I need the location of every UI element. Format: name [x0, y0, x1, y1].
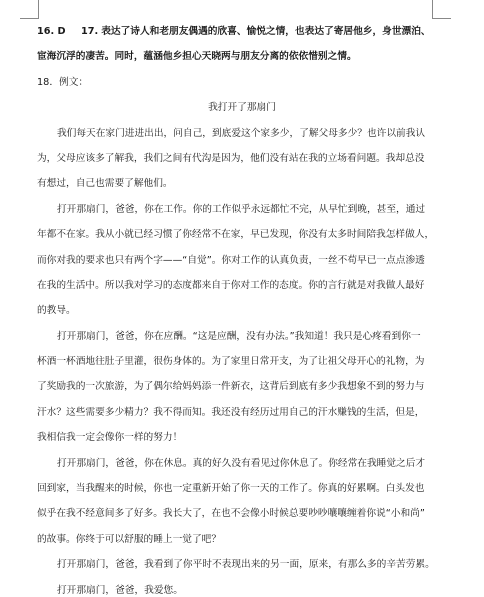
essay-p2-line: 的教导。 — [37, 305, 76, 317]
essay-p3-line: 了奖励我的一次旅游，为了偶尔给妈妈添一件新衣，这背后到底有多少我想象不到的努力与 — [37, 381, 425, 393]
document-body — [37, 26, 447, 597]
essay-p1-line: 为，父母应该多了解我，我们之间有代沟是因为，他们没有站在我的立场看问题。我却总没 — [37, 152, 425, 164]
essay-p4-line: 回到家，当我醒来的时候，你也一定重新开始了你一天的工作了。你真的好累啊。白头发也 — [37, 483, 425, 495]
essay-p1-line: 我们每天在家门进进出出，问自己，到底爱这个家多少，了解父母多少？也许以前我认 — [57, 127, 426, 139]
essay-p3-line: 杯酒一杯酒地往肚子里灌，很伤身体的。为了家里日常开支，为了让祖父母开心的礼物，为 — [37, 356, 425, 368]
essay-p3-line: 我相信我一定会像你一样的努力！ — [37, 432, 183, 444]
essay-p4-line: 打开那扇门，爸爸，你在休息。真的好久没有看见过你休息了。你经常在我睡觉之后才 — [57, 457, 426, 469]
essay-p2-line: 而你对我的要求也只有两个字——“自觉”。你对工作的认真负责，一丝不苟早已一点点渗透 — [37, 254, 425, 266]
essay-p3-line: 汗水？这些需要多少精力？我不得而知。我还没有经历过用自己的汗水赚钱的生活，但是， — [37, 406, 425, 418]
essay-p2-line: 年都不在家。我从小就已经习惯了你经常不在家，早已发现，你没有太多时间陪我怎样做人， — [37, 229, 435, 241]
crop-mark-top-left — [20, 0, 39, 19]
answer-16-17-line-1 — [37, 26, 447, 38]
essay-p2-line: 在我的生活中。所以我对学习的态度都来自于你对工作的态度。你的言行就是对我做人最好 — [37, 279, 425, 291]
answer-16-label: 16. D — [37, 26, 66, 37]
essay-p5-line: 打开那扇门，爸爸，我看到了你平时不表现出来的另一面，原来，有那么多的辛苦劳累。 — [57, 559, 435, 571]
essay-p2-line: 打开那扇门，爸爸，你在工作。你的工作似乎永远都忙不完，从早忙到晚，甚至，通过 — [57, 203, 426, 215]
essay-title: 我打开了那扇门 — [208, 102, 276, 114]
crop-mark-top-right — [432, 0, 451, 19]
essay-p3-line: 打开那扇门，爸爸，你在应酬。“这是应酬，没有办法。”我知道！我只是心疼看到你一 — [57, 330, 421, 342]
essay-p4-line: 似乎在我不经意间多了好多。我长大了，在也不会像小时候总要吵吵嚷嚷缠着你说“小和尚” — [37, 508, 425, 520]
essay-p4-line: 的故事。你终于可以舒服的睡上一觉了吧？ — [37, 533, 222, 545]
essay-p1-line: 有想过，自己也需要了解他们。 — [37, 178, 173, 190]
answer-18-label: 18．例文： — [37, 76, 89, 88]
answer-17-label: 17. — [80, 26, 99, 37]
answer-17-text-1: 表达了诗人和老朋友偶遇的欣喜、愉悦之情，也表达了寄居他乡，身世漂泊、 — [101, 26, 431, 37]
essay-p6-line: 打开那扇门，爸爸，我爱您。 — [57, 584, 183, 596]
answer-17-text-2: 宦海沉浮的凄苦。同时，蕴涵他乡担心天晓两与朋友分离的依依惜别之情。 — [37, 51, 357, 63]
